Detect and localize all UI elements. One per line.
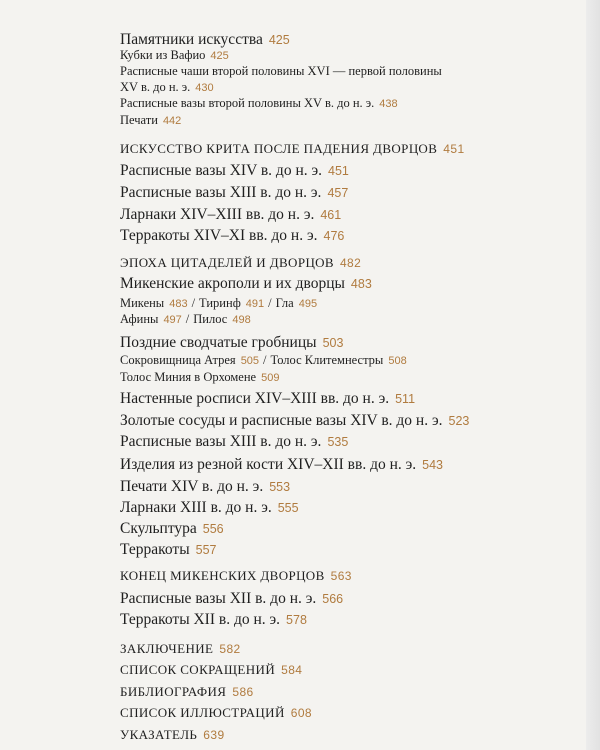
toc-entry <box>120 64 442 79</box>
page-number: 442 <box>162 114 182 127</box>
page-number: 503 <box>322 335 344 350</box>
toc-entry <box>120 227 344 245</box>
toc-entry <box>120 255 361 271</box>
page-number: 582 <box>219 641 241 656</box>
section-heading: СПИСОК ИЛЛЮСТРАЦИЙ <box>120 705 285 721</box>
page-number: 482 <box>339 256 362 271</box>
page-number: 497 <box>163 314 182 327</box>
entry-title: Толос Клитемнестры <box>270 353 384 368</box>
page-number: 543 <box>422 457 444 472</box>
page-number: 535 <box>327 435 349 450</box>
toc-entry <box>120 334 343 352</box>
toc-entry <box>120 590 343 608</box>
page-number: 555 <box>277 500 299 515</box>
page-number: 483 <box>169 297 188 310</box>
section-heading: БИБЛИОГРАФИЯ <box>120 683 227 699</box>
toc-entry <box>120 31 290 49</box>
page-number: 451 <box>328 163 349 178</box>
page-number: 425 <box>268 32 290 47</box>
entry-title: Ларнаки XIV–XIII вв. до н. э. <box>120 205 315 223</box>
entry-title: Кубки из Вафио <box>120 48 206 63</box>
page-number: 553 <box>269 480 291 495</box>
section-heading: КОНЕЦ МИКЕНСКИХ ДВОРЦОВ <box>120 568 325 584</box>
page-number: 557 <box>195 542 217 557</box>
toc-entry <box>120 705 312 721</box>
toc-entry <box>120 541 216 559</box>
entry-title: Толос Миния в Орхомене <box>120 369 257 384</box>
page-number: 505 <box>240 355 260 368</box>
page-number: 511 <box>395 392 416 407</box>
entry-title: Сокровищница Атрея <box>120 353 236 368</box>
toc-entry <box>120 727 225 743</box>
toc-entry <box>120 370 279 385</box>
toc-entry <box>120 275 372 293</box>
toc-entry <box>120 141 465 157</box>
page-number: 457 <box>327 186 349 200</box>
page-number: 584 <box>281 663 303 678</box>
toc-entry <box>120 641 241 657</box>
page-number: 566 <box>322 591 344 606</box>
section-heading: УКАЗАТЕЛЬ <box>120 726 198 742</box>
toc-entry <box>120 456 443 474</box>
entry-title: Золотые сосуды и расписные вазы XIV в. до н. э. <box>120 411 443 429</box>
page-number: 425 <box>210 50 229 63</box>
toc-entry <box>120 568 352 584</box>
entry-title: Печати XIV в. до н. э. <box>120 478 264 496</box>
page-number: 556 <box>202 522 224 537</box>
section-heading: ИСКУССТВО КРИТА ПОСЛЕ ПАДЕНИЯ ДВОРЦОВ <box>120 141 438 156</box>
toc-entry <box>120 48 229 63</box>
page-number: 491 <box>245 297 265 310</box>
page-number: 523 <box>448 413 470 428</box>
toc-entry <box>120 206 341 224</box>
entry-title: Тиринф <box>199 295 241 310</box>
page-number: 430 <box>195 81 214 94</box>
page-number: 438 <box>379 98 398 111</box>
entry-title: Настенные росписи XIV–XIII вв. до н. э. <box>120 390 390 408</box>
separator-slash: / <box>263 353 267 368</box>
separator-slash: / <box>191 295 196 310</box>
toc-entry <box>120 184 348 202</box>
separator-slash: / <box>268 295 272 310</box>
entry-title: Расписные вазы XIV в. до н. э. <box>120 161 323 179</box>
toc-entry <box>120 662 302 678</box>
page-number: 578 <box>286 613 307 628</box>
separator-slash: / <box>185 312 190 327</box>
page-number: 476 <box>323 229 345 243</box>
section-heading: СПИСОК СОКРАЩЕНИЙ <box>120 662 276 678</box>
toc-entry <box>120 312 251 327</box>
entry-title: Микены <box>120 295 165 310</box>
page-number: 639 <box>203 727 225 742</box>
toc-entry <box>120 80 214 95</box>
page-number: 563 <box>330 569 352 584</box>
entry-title: Микенские акрополи и их дворцы <box>120 275 345 293</box>
page-number: 461 <box>320 207 342 222</box>
entry-title: Терракоты <box>120 540 190 558</box>
entry-title: Поздние сводчатые гробницы <box>120 333 317 351</box>
section-heading: ЗАКЛЮЧЕНИЕ <box>120 640 214 656</box>
page-number: 498 <box>232 314 251 327</box>
entry-title: Ларнаки XIII в. до н. э. <box>120 498 272 516</box>
toc-entry <box>120 433 348 451</box>
toc-entry <box>120 390 415 408</box>
entry-title: Терракоты XIV–XI вв. до н. э. <box>120 227 318 244</box>
page-edge <box>586 0 600 750</box>
entry-title: Расписные вазы второй половины XV в. до н. э. <box>120 96 375 111</box>
page-number: 586 <box>232 684 254 699</box>
page-number: 509 <box>261 371 280 384</box>
section-heading: ЭПОХА ЦИТАДЕЛЕЙ И ДВОРЦОВ <box>120 255 334 271</box>
page-number: 608 <box>290 706 312 721</box>
toc-entry <box>120 162 349 180</box>
toc-entry <box>120 499 299 517</box>
entry-title: XV в. до н. э. <box>120 79 191 94</box>
entry-title: Расписные чаши второй половины XVI — первой половины <box>120 64 442 79</box>
page-number: 508 <box>388 355 407 368</box>
entry-title: Печати <box>120 112 158 127</box>
entry-title: Афины <box>120 312 159 327</box>
entry-title: Пилос <box>193 312 228 327</box>
entry-title: Терракоты XII в. до н. э. <box>120 611 281 629</box>
page-number: 495 <box>298 297 318 310</box>
toc-entry <box>120 520 224 538</box>
entry-title: Скульптура <box>120 520 197 538</box>
toc-entry <box>120 684 254 700</box>
toc-entry <box>120 611 307 629</box>
entry-title: Расписные вазы XII в. до н. э. <box>120 589 317 607</box>
entry-title: Расписные вазы XIII в. до н. э. <box>120 433 322 451</box>
entry-title: Расписные вазы XIII в. до н. э. <box>120 184 322 201</box>
toc-entry <box>120 296 317 311</box>
toc-entry <box>120 478 290 496</box>
entry-title: Памятники искусства <box>120 30 263 48</box>
toc-entry <box>120 412 469 430</box>
toc-entry <box>120 113 181 128</box>
toc-entry <box>120 353 407 368</box>
page-number: 451 <box>443 142 465 156</box>
toc-entry <box>120 96 398 111</box>
entry-title: Гла <box>275 295 294 310</box>
page-number: 483 <box>350 277 372 292</box>
entry-title: Изделия из резной кости XIV–XII вв. до н. э. <box>120 455 417 473</box>
